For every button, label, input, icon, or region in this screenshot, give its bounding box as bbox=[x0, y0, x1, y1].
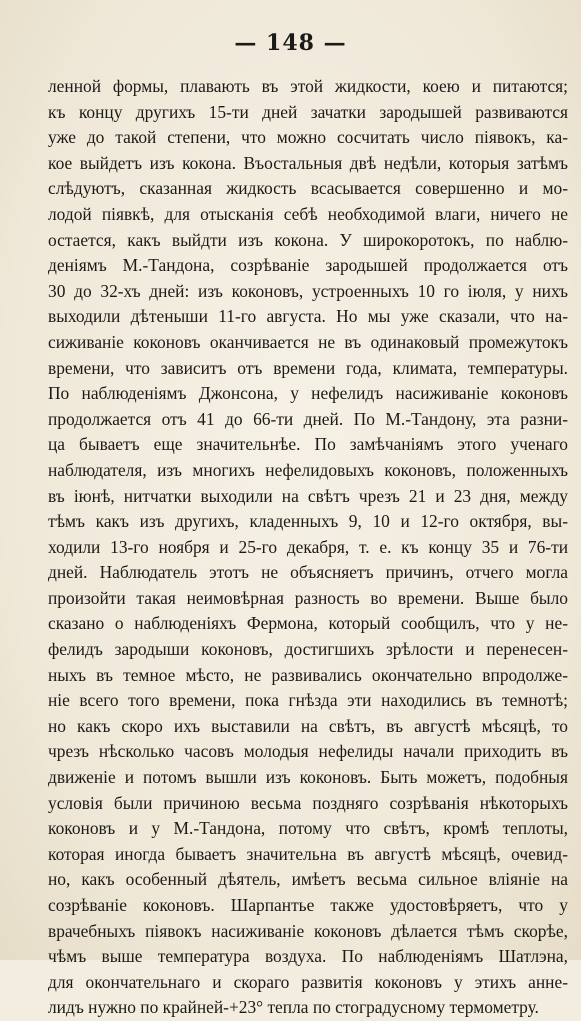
text-line: движеніе и потомъ вышли изъ коконовъ. Быть можетъ, подобныя bbox=[48, 767, 568, 788]
text-line: кое выйдетъ изъ кокона. Въостальныя двѣ недѣли, которыя затѣмъ bbox=[48, 152, 568, 173]
text-line: но какъ скоро ихъ выставили на свѣтъ, въ августѣ мѣсяцѣ, то bbox=[48, 715, 568, 736]
text-line: созрѣваніе коконовъ. Шарпантье также удостовѣряетъ, что у bbox=[48, 895, 568, 915]
text-line: наблюдателя, изъ многихъ нефелидовыхъ коконовъ, положенныхъ bbox=[48, 459, 568, 480]
text-line: чрезъ нѣсколько часовъ молодыя нефелиды начали приходить въ bbox=[48, 741, 568, 762]
text-line: выходили дѣтеныши 11-го августа. Но мы уже сказали, что на- bbox=[48, 306, 568, 327]
text-line: тѣмъ какъ изъ другихъ, кладенныхъ 9, 10 и 12-го октября, вы- bbox=[48, 511, 568, 532]
text-line: слѣдуютъ, сказанная жидкость всасывается совершенно и мо- bbox=[48, 178, 568, 199]
text-line: произойти такая неимовѣрная разность во времени. Выше было bbox=[48, 587, 568, 608]
body-text bbox=[48, 74, 568, 1021]
text-line: но, какъ особенный дѣятель, имѣетъ весьма сильное вліяніе на bbox=[48, 869, 568, 890]
text-line: сказано о наблюденіяхъ Фермона, который сообщилъ, что у не- bbox=[48, 613, 568, 634]
text-line: условія были причиною весьма поздняго созрѣванія нѣкоторыхъ bbox=[48, 792, 568, 813]
text-line: въ іюнѣ, нитчатки выходили на свѣтъ чрезъ 21 и 23 дня, между bbox=[48, 485, 568, 506]
text-line: лидъ нужно по крайней-+23° тепла по стоградусному термометру. bbox=[48, 997, 539, 1018]
text-line: которая иногда бываетъ значительна въ августѣ мѣсяцѣ, очевид- bbox=[48, 843, 568, 864]
text-line: къ концу другихъ 15-ти дней зачатки зародышей развиваются bbox=[48, 101, 568, 122]
text-line: По наблюденіямъ Джонсона, у нефелидъ насиживаніе коконовъ bbox=[48, 383, 568, 404]
text-line: сиживаніе коконовъ оканчивается не въ одинаковый промежутокъ bbox=[48, 331, 568, 352]
text-line: остается, какъ выйдти изъ кокона. У широкоротокъ, по наблю- bbox=[48, 229, 568, 250]
text-line: 30 до 32-хъ дней: изъ коконовъ, устроенныхъ 10 го іюля, у нихъ bbox=[48, 280, 568, 301]
text-line: ца бываетъ еще значительнѣе. По замѣчаніямъ этого ученаго bbox=[48, 434, 568, 455]
page-number: — 148 — bbox=[234, 30, 347, 56]
text-line: ленной формы, плавають въ этой жидкости, коею и питаются; bbox=[48, 76, 568, 96]
text-line: дней. Наблюдатель этотъ не объясняетъ причинъ, отчего могла bbox=[48, 562, 568, 583]
text-line: уже до такой степени, что можно сосчитать число піявокъ, ка- bbox=[48, 127, 568, 148]
text-line: деніямъ М.-Тандона, созрѣваніе зародышей продолжается отъ bbox=[48, 255, 568, 276]
text-line: времени, что зависитъ отъ времени года, климата, температуры. bbox=[48, 357, 568, 378]
text-line: ходили 13-го ноября и 25-го декабря, т. е. къ концу 35 и 76-ти bbox=[48, 536, 568, 557]
text-line: коконовъ и у М.-Тандона, потому что свѣтъ, кромѣ теплоты, bbox=[48, 818, 568, 839]
text-line: ныхъ въ темное мѣсто, не развивались окончательно впродолже- bbox=[48, 664, 568, 685]
text-line: врачебныхъ піявокъ насиживаніе коконовъ дѣлается тѣмъ скорѣе, bbox=[48, 920, 568, 941]
text-line: лодой піявкѣ, для отысканія себѣ необходимой влаги, ничего не bbox=[48, 203, 568, 224]
text-line: продолжается отъ 41 до 66-ти дней. По М.-Тандону, эта разни- bbox=[48, 408, 568, 429]
text-line: для окончательнаго и скораго развитія коконовъ у этихъ анне- bbox=[48, 971, 568, 992]
text-line: чѣмъ выше температура воздуха. По наблюденіямъ Шатлэна, bbox=[48, 946, 568, 967]
text-line: фелидъ зародыши коконовъ, достигшихъ зрѣлости и перенесен- bbox=[48, 639, 568, 660]
text-line: ніе всего того времени, пока гнѣзда эти находились въ темнотѣ; bbox=[48, 690, 568, 711]
